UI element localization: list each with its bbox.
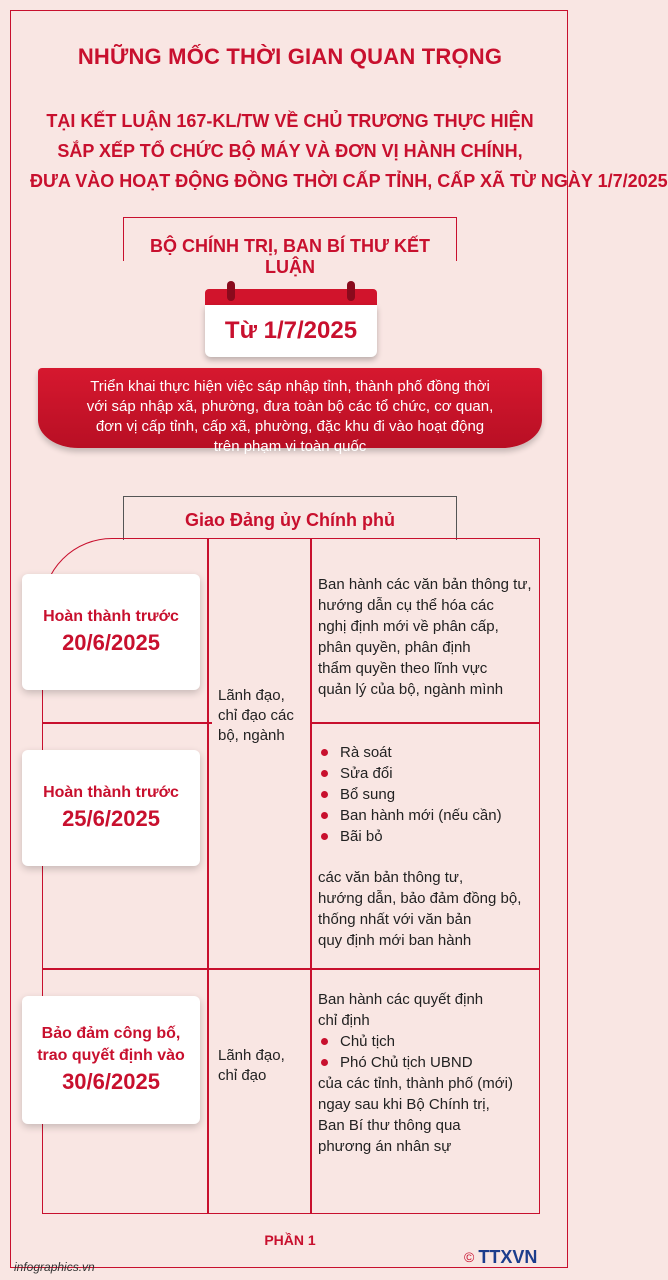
- deadline-caption: trao quyết định vào: [37, 1047, 185, 1064]
- responsibility-line: Lãnh đạo,: [218, 687, 285, 704]
- task-line: chỉ định: [318, 1012, 370, 1029]
- bullet-item: Phó Chủ tịch UBND: [318, 1052, 538, 1073]
- source-site: infographics.vn: [14, 1260, 95, 1274]
- task-line: Ban Bí thư thông qua: [318, 1117, 461, 1134]
- bullet-item: Bổ sung: [318, 784, 538, 805]
- responsibility-line: bộ, ngành: [218, 727, 285, 744]
- ribbon-line: đơn vị cấp tỉnh, cấp xã, phường, đặc khu đi vào hoạt động: [95, 418, 485, 435]
- task-line: thống nhất với văn bản: [318, 911, 472, 928]
- subtitle-line: SẮP XẾP TỔ CHỨC BỘ MÁY VÀ ĐƠN VỊ HÀNH CHÍNH,: [57, 141, 523, 161]
- deadline-date: 20/6/2025: [62, 630, 160, 655]
- deadline-date: 25/6/2025: [62, 806, 160, 831]
- page-subtitle: [30, 106, 668, 196]
- task-line: hướng dẫn cụ thể hóa các: [318, 597, 494, 614]
- deadline-card: [22, 750, 200, 866]
- row-divider: [42, 968, 540, 970]
- calendar-date: Từ 1/7/2025: [205, 305, 377, 357]
- calendar-icon: [205, 281, 377, 361]
- responsibility-text: [218, 686, 308, 746]
- responsibility-text: [218, 1046, 308, 1086]
- copyright-icon: ©: [464, 1249, 475, 1265]
- deadline-caption: Hoàn thành trước: [43, 784, 179, 801]
- deadline-card: [22, 574, 200, 690]
- task-line: hướng dẫn, bảo đảm đồng bộ,: [318, 890, 522, 907]
- task-line: quy định mới ban hành: [318, 932, 472, 949]
- task-description: [318, 574, 538, 700]
- row-divider: [310, 722, 540, 724]
- task-line: các văn bản thông tư,: [318, 869, 464, 886]
- bullet-item: Sửa đổi: [318, 763, 538, 784]
- task-line: quản lý của bộ, ngành mình: [318, 681, 504, 698]
- task-line: phân quyền, phân định: [318, 639, 471, 656]
- subtitle-line: TẠI KẾT LUẬN 167-KL/TW VỀ CHỦ TRƯƠNG THỰC HIỆN: [46, 111, 534, 131]
- deadline-caption: Bảo đảm công bố,: [41, 1025, 181, 1042]
- ribbon-text: [48, 377, 532, 457]
- decision-ribbon: [38, 368, 542, 466]
- decision-label: BỘ CHÍNH TRỊ, BAN BÍ THƯ KẾT LUẬN: [150, 236, 430, 277]
- deadline-card: [22, 996, 200, 1124]
- ribbon-line: với sáp nhập xã, phường, đưa toàn bộ các tổ chức, cơ quan,: [86, 398, 494, 415]
- bullet-item: Rà soát: [318, 742, 538, 763]
- bullet-item: Ban hành mới (nếu cần): [318, 805, 538, 826]
- bullet-item: Chủ tịch: [318, 1031, 538, 1052]
- deadline-caption: Hoàn thành trước: [43, 608, 179, 625]
- row-divider: [42, 722, 212, 724]
- calendar-ring: [227, 281, 235, 301]
- logo-text: TTXVN: [478, 1246, 538, 1267]
- task-description: [318, 989, 538, 1157]
- ribbon-line: trên phạm vi toàn quốc: [213, 438, 367, 455]
- part-label: PHẦN 1: [264, 1232, 316, 1248]
- task-line: nghị định mới về phân cấp,: [318, 618, 499, 635]
- column-divider: [207, 538, 209, 1214]
- deadline-date: 30/6/2025: [62, 1069, 160, 1094]
- column-divider: [310, 538, 312, 1214]
- task-bullets: [318, 1031, 538, 1073]
- responsibility-line: chỉ đạo các: [218, 707, 294, 724]
- task-line: ngay sau khi Bộ Chính trị,: [318, 1096, 490, 1113]
- bullet-item: Bãi bỏ: [318, 826, 538, 847]
- ribbon-line: Triển khai thực hiện việc sáp nhập tỉnh, thành phố đồng thời: [90, 378, 490, 395]
- responsibility-line: chỉ đạo: [218, 1067, 267, 1084]
- task-line: Ban hành các văn bản thông tư,: [318, 576, 532, 593]
- task-bullets: [318, 742, 538, 847]
- subtitle-line: ĐƯA VÀO HOẠT ĐỘNG ĐỒNG THỜI CẤP TỈNH, CẤP XÃ TỪ NGÀY 1/7/2025: [30, 171, 668, 191]
- task-line: Ban hành các quyết định: [318, 991, 484, 1008]
- page-title: NHỮNG MỐC THỜI GIAN QUAN TRỌNG: [77, 44, 503, 69]
- calendar-ring: [347, 281, 355, 301]
- ttxvn-logo: [464, 1243, 568, 1271]
- task-line: của các tỉnh, thành phố (mới): [318, 1075, 513, 1092]
- task-line: thẩm quyền theo lĩnh vực: [318, 660, 488, 677]
- responsibility-line: Lãnh đạo,: [218, 1047, 285, 1064]
- task-line: phương án nhân sự: [318, 1138, 452, 1155]
- government-label: Giao Đảng ủy Chính phủ: [185, 510, 395, 530]
- task-description: [318, 742, 538, 951]
